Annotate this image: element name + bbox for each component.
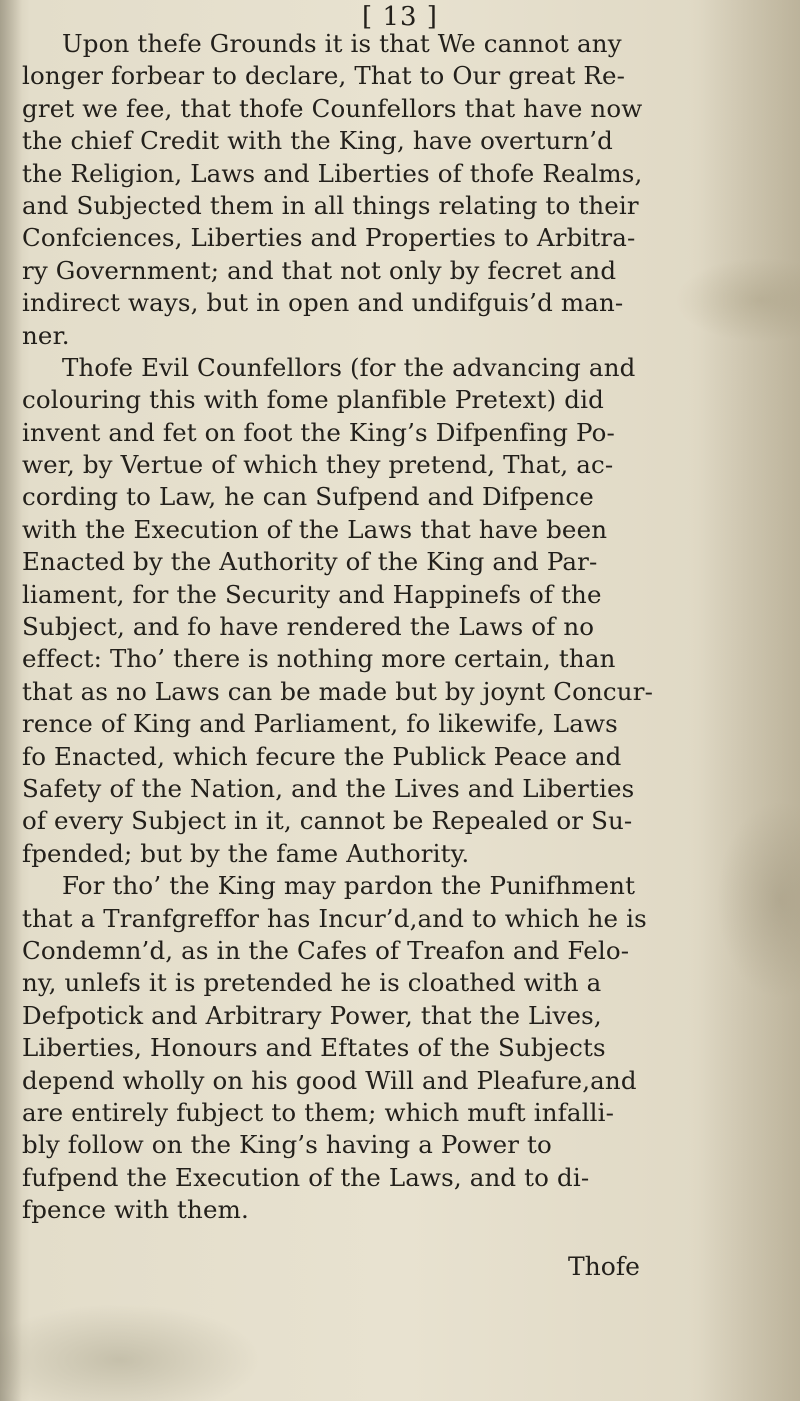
page-margin-stain [690,0,800,1401]
text-line: invent and fet on foot the King’s Difpenfing Po- [22,417,615,447]
body-text [22,28,662,1226]
text-line: and Subjected them in all things relating to their [22,190,639,220]
text-line: Upon thefe Grounds it is that We cannot any [62,29,622,58]
text-line: that as no Laws can be made but by joynt Concur- [22,676,654,706]
text-line: are entirely fubject to them; which muft infalli- [22,1097,615,1127]
text-line: Enacted by the Authority of the King and Par- [22,547,598,577]
text-line: wer, by Vertue of which they pretend, That, ac- [22,450,614,480]
text-line: of every Subject in it, cannot be Repealed or Su- [22,806,633,836]
text-line: liament, for the Security and Happinefs of the [22,579,602,609]
page-number: [ 13 ] [362,2,438,32]
text-line: ry Government; and that not only by fecret and [22,255,617,285]
text-line: fufpend the Execution of the Laws, and to di- [22,1162,590,1192]
text-line: Confciences, Liberties and Properties to Arbitra- [22,223,636,253]
text-line: cording to Law, he can Sufpend and Difpence [22,482,594,512]
text-line: effect: Tho’ there is nothing more certain, than [22,644,616,674]
text-line: the chief Credit with the King, have overturn’d [22,126,613,156]
text-line: indirect ways, but in open and undifguis’d man- [22,288,624,318]
text-line: the Religion, Laws and Liberties of thofe Realms, [22,158,643,188]
text-line: Safety of the Nation, and the Lives and Liberties [22,773,635,803]
text-line: gret we fee, that thofe Counfellors that have now [22,93,643,123]
text-line: For tho’ the King may pardon the Punifhment [62,871,636,901]
catchword: Thofe [568,1252,640,1281]
text-line: rence of King and Parliament, fo likewife, Laws [22,709,618,739]
text-line: colouring this with fome planfible Pretext) did [22,385,604,415]
text-line: with the Execution of the Laws that have been [22,514,608,544]
text-line: ny, unlefs it is pretended he is cloathed with a [22,968,602,998]
text-line: Defpotick and Arbitrary Power, that the Lives, [22,1000,602,1030]
text-line: Condemn’d, as in the Cafes of Treafon and Felo- [22,935,630,965]
text-line: bly follow on the King’s having a Power to [22,1130,552,1160]
text-line: Subject, and fo have rendered the Laws of no [22,612,595,642]
text-line: that a Tranfgreffor has Incur’d,and to which he is [22,903,647,933]
text-line: fo Enacted, which fecure the Publick Peace and [22,741,622,771]
text-line: fpence with them. [22,1195,249,1225]
text-line: Liberties, Honours and Eftates of the Subjects [22,1033,606,1063]
text-line: fpended; but by the fame Authority. [22,838,470,868]
text-line: depend wholly on his good Will and Pleafure,and [22,1065,637,1095]
text-line: longer forbear to declare, That to Our great Re- [22,61,626,91]
text-line: Thofe Evil Counfellors (for the advancing and [62,352,636,382]
text-line: ner. [22,320,70,350]
page-gutter-shadow [0,0,22,1401]
